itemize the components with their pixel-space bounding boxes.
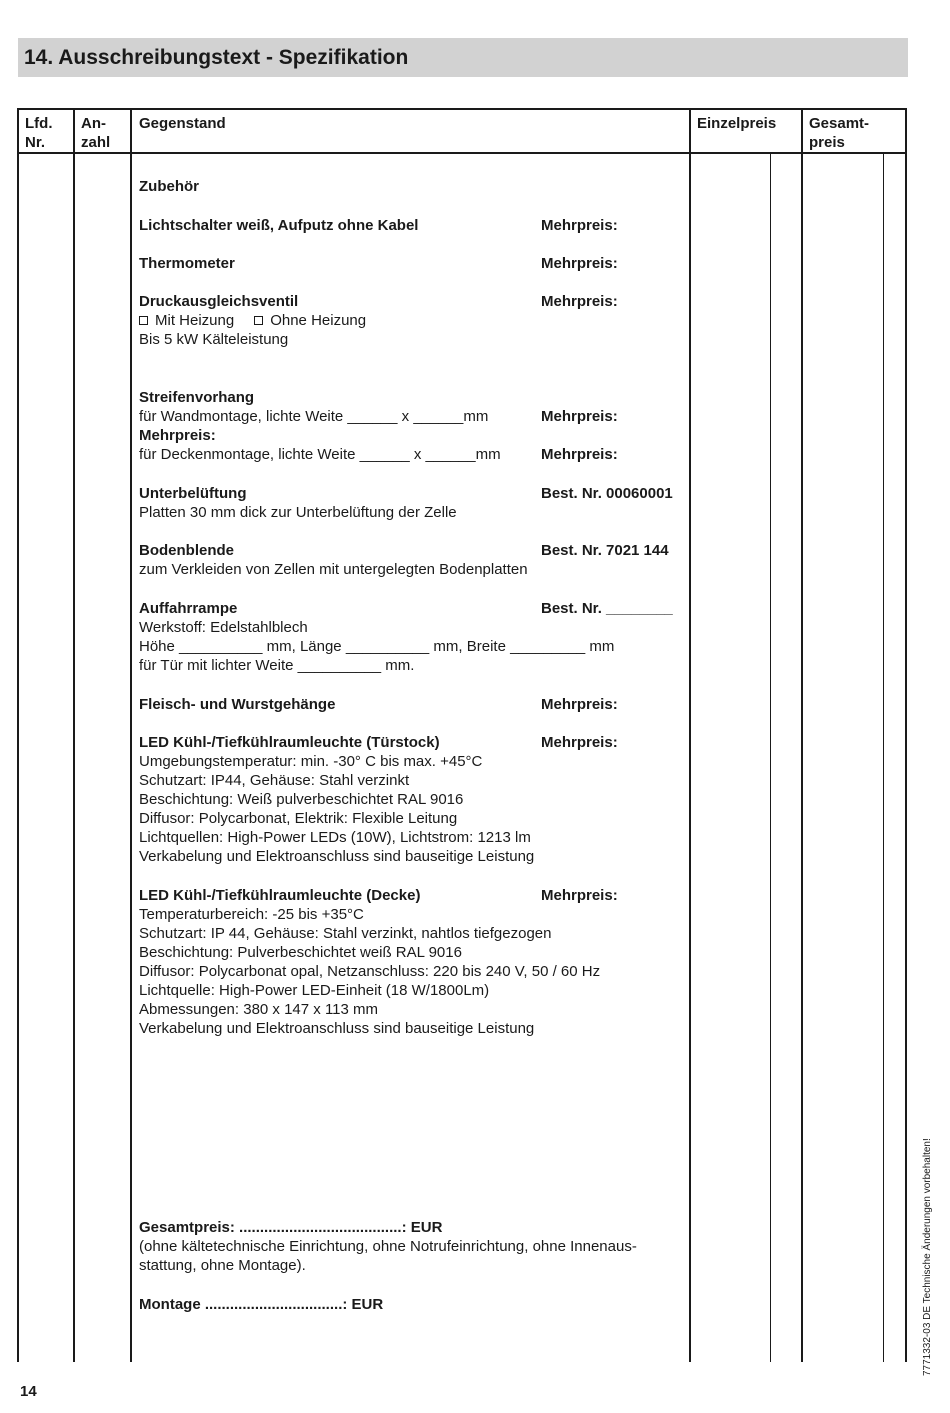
col-header-anzahl: An- zahl (81, 115, 111, 151)
druckausgleich-options: Mit Heizung Ohne Heizung (139, 311, 366, 330)
auffahrrampe-line1: Werkstoff: Edelstahlblech (139, 619, 308, 636)
montage-line: Montage .................................: EUR (139, 1296, 384, 1313)
unterbelueftung-name: Unterbelüftung (139, 485, 247, 502)
table-left-border (17, 108, 19, 1362)
streifenvorhang-price3: Mehrpreis: (541, 446, 618, 463)
col-divider-lfd (73, 108, 75, 1362)
lichtschalter-name: Lichtschalter weiß, Aufputz ohne Kabel (139, 217, 419, 234)
table-header-divider (17, 152, 907, 154)
led-tuerstock-line: Verkabelung und Elektroanschluss sind bauseitige Leistung (139, 848, 535, 865)
led-tuerstock-line: Schutzart: IP44, Gehäuse: Stahl verzinkt (139, 772, 410, 789)
led-tuerstock-line: Beschichtung: Weiß pulverbeschichtet RAL 9016 (139, 791, 464, 808)
fleisch-price: Mehrpreis: (541, 696, 618, 713)
led-tuerstock-price: Mehrpreis: (541, 734, 618, 751)
col-divider-anzahl (130, 108, 132, 1362)
gesamtpreis-line: Gesamtpreis: .......................................: EUR (139, 1219, 443, 1236)
bodenblende-name: Bodenblende (139, 542, 235, 559)
checkbox-mit-heizung[interactable] (139, 316, 148, 325)
col-subdivider-einzelpreis (770, 153, 771, 1362)
led-decke-name: LED Kühl-/Tiefkühlraumleuchte (Decke) (139, 887, 421, 904)
unterbelueftung-price: Best. Nr. 00060001 (541, 485, 673, 502)
led-decke-line: Temperaturbereich: -25 bis +35°C (139, 906, 364, 923)
bodenblende-line: zum Verkleiden von Zellen mit untergelegten Bodenplatten (139, 561, 528, 578)
thermometer-name: Thermometer (139, 255, 235, 272)
auffahrrampe-line3: für Tür mit lichter Weite __________ mm. (139, 657, 415, 674)
col-divider-einzelpreis (801, 108, 803, 1362)
led-decke-line: Lichtquelle: High-Power LED-Einheit (18 W/1800Lm) (139, 982, 490, 999)
col-header-einzelpreis: Einzelpreis (697, 115, 777, 132)
streifenvorhang-name: Streifenvorhang (139, 389, 255, 406)
led-tuerstock-line: Diffusor: Polycarbonat, Elektrik: Flexible Leitung (139, 810, 458, 827)
fleisch-name: Fleisch- und Wurstgehänge (139, 696, 336, 713)
druckausgleich-name: Druckausgleichsventil (139, 293, 299, 310)
table-right-border (905, 108, 907, 1362)
zubehoer-heading: Zubehör (139, 178, 199, 195)
unterbelueftung-line: Platten 30 mm dick zur Unterbelüftung der Zelle (139, 504, 457, 521)
streifenvorhang-line2: Mehrpreis: (139, 427, 216, 444)
auffahrrampe-name: Auffahrrampe (139, 600, 238, 617)
led-tuerstock-name: LED Kühl-/Tiefkühlraumleuchte (Türstock) (139, 734, 440, 751)
col-subdivider-gesamtpreis (883, 153, 884, 1362)
document-code: 7771332-03 DE Technische Änderungen vorbehalten! (922, 1138, 933, 1376)
gesamtpreis-note-line1: (ohne kältetechnische Einrichtung, ohne Notrufeinrichtung, ohne Innenaus- (139, 1238, 637, 1255)
page-number: 14 (20, 1383, 37, 1400)
lichtschalter-price: Mehrpreis: (541, 217, 618, 234)
led-tuerstock-line: Umgebungstemperatur: min. -30° C bis max. +45°C (139, 753, 483, 770)
col-divider-gegenstand (689, 108, 691, 1362)
led-decke-line: Schutzart: IP 44, Gehäuse: Stahl verzinkt, nahtlos tiefgezogen (139, 925, 552, 942)
thermometer-price: Mehrpreis: (541, 255, 618, 272)
col-header-gegenstand: Gegenstand (139, 115, 226, 132)
streifenvorhang-line3: für Deckenmontage, lichte Weite ______ x ______mm (139, 446, 501, 463)
col-header-lfd: Lfd. Nr. (25, 115, 53, 151)
auffahrrampe-price: Best. Nr. ________ (541, 600, 673, 617)
auffahrrampe-line2: Höhe __________ mm, Länge __________ mm, Breite _________ mm (139, 638, 615, 655)
table-top-border (17, 108, 907, 110)
led-decke-price: Mehrpreis: (541, 887, 618, 904)
led-decke-line: Beschichtung: Pulverbeschichtet weiß RAL 9016 (139, 944, 462, 961)
led-decke-line: Abmessungen: 380 x 147 x 113 mm (139, 1001, 379, 1018)
led-decke-line: Diffusor: Polycarbonat opal, Netzanschluss: 220 bis 240 V, 50 / 60 Hz (139, 963, 601, 980)
bodenblende-price: Best. Nr. 7021 144 (541, 542, 669, 559)
druckausgleich-line: Bis 5 kW Kälteleistung (139, 331, 289, 348)
col-header-gesamtpreis: Gesamt- preis (809, 115, 870, 151)
section-title: 14. Ausschreibungstext - Spezifikation (18, 38, 908, 77)
led-decke-line: Verkabelung und Elektroanschluss sind bauseitige Leistung (139, 1020, 535, 1037)
led-tuerstock-line: Lichtquellen: High-Power LEDs (10W), Lichtstrom: 1213 lm (139, 829, 531, 846)
streifenvorhang-line1: für Wandmontage, lichte Weite ______ x ______mm (139, 408, 489, 425)
gesamtpreis-note-line2: stattung, ohne Montage). (139, 1257, 306, 1274)
druckausgleich-price: Mehrpreis: (541, 293, 618, 310)
checkbox-ohne-heizung[interactable] (254, 316, 263, 325)
streifenvorhang-price1: Mehrpreis: (541, 408, 618, 425)
